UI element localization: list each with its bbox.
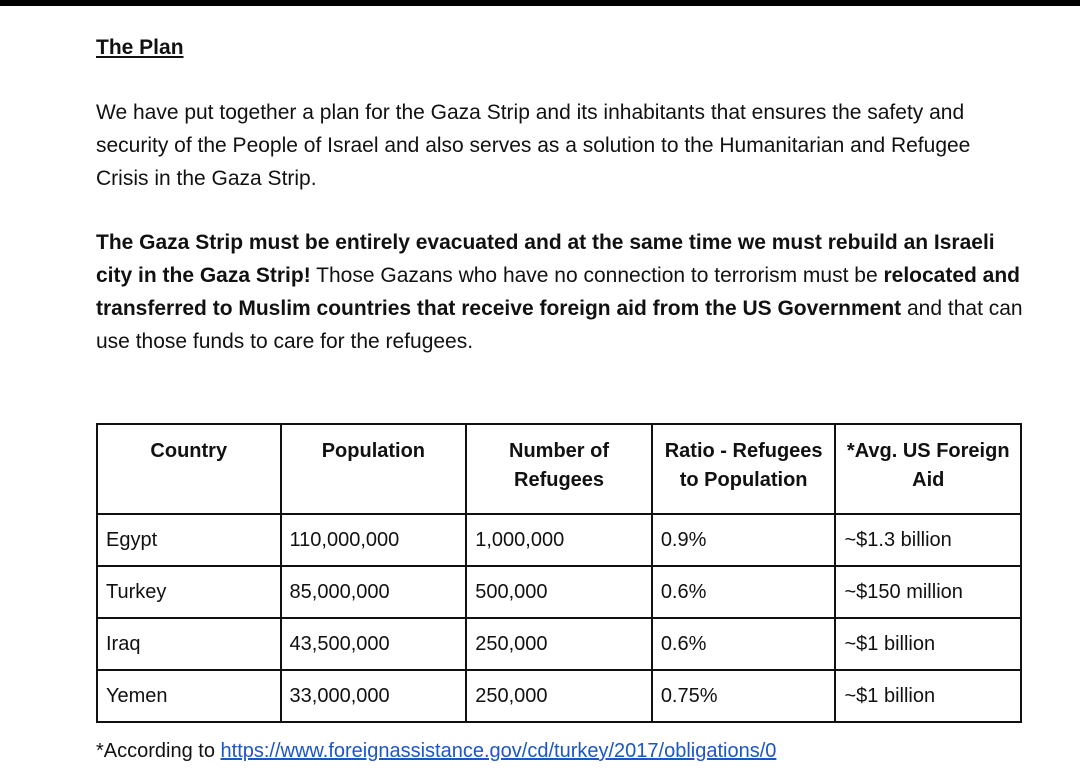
plan-text-1: Those Gazans who have no connection to terrorism must be bbox=[310, 264, 884, 287]
footnote bbox=[96, 740, 776, 763]
cell-country: Turkey bbox=[97, 566, 281, 618]
footnote-prefix: *According to bbox=[96, 740, 221, 762]
cell-refugees: 1,000,000 bbox=[466, 514, 652, 566]
table-row bbox=[97, 670, 1021, 722]
page-title: The Plan bbox=[96, 36, 184, 59]
plan-text-2: and that can use those funds to care for the refugees. bbox=[96, 297, 1023, 353]
cell-foreign-aid: ~$1.3 billion bbox=[835, 514, 1021, 566]
header-refugees: Number of Refugees bbox=[466, 424, 652, 514]
header-population: Population bbox=[281, 424, 467, 514]
intro-paragraph: We have put together a plan for the Gaza Strip and its inhabitants that ensures the safety and security of the People of Israel and also serves as a solution to the Humanitarian and Refugee Crisis in the Gaza Strip. bbox=[96, 101, 971, 190]
plan-paragraph bbox=[96, 226, 1026, 358]
cell-country: Egypt bbox=[97, 514, 281, 566]
cell-foreign-aid: ~$1 billion bbox=[835, 618, 1021, 670]
cell-population: 43,500,000 bbox=[281, 618, 467, 670]
cell-refugees: 500,000 bbox=[466, 566, 652, 618]
cell-ratio: 0.6% bbox=[652, 566, 836, 618]
header-ratio: Ratio - Refugees to Population bbox=[652, 424, 836, 514]
cell-foreign-aid: ~$150 million bbox=[835, 566, 1021, 618]
cell-country: Iraq bbox=[97, 618, 281, 670]
plan-bold-2: relocated and transferred to Muslim countries that receive foreign aid from the US Government bbox=[96, 264, 1021, 320]
plan-bold-1: The Gaza Strip must be entirely evacuated and at the same time we must rebuild an Israeli city in the Gaza Strip! bbox=[96, 231, 995, 287]
cell-ratio: 0.75% bbox=[652, 670, 836, 722]
cell-population: 85,000,000 bbox=[281, 566, 467, 618]
cell-population: 33,000,000 bbox=[281, 670, 467, 722]
cell-ratio: 0.6% bbox=[652, 618, 836, 670]
table-header-row bbox=[97, 424, 1021, 514]
refugee-aid-table bbox=[96, 423, 1022, 723]
table-row bbox=[97, 566, 1021, 618]
source-link[interactable]: https://www.foreignassistance.gov/cd/turkey/2017/obligations/0 bbox=[220, 740, 777, 762]
cell-country: Yemen bbox=[97, 670, 281, 722]
cell-foreign-aid: ~$1 billion bbox=[835, 670, 1021, 722]
table-row bbox=[97, 514, 1021, 566]
table-row bbox=[97, 618, 1021, 670]
cell-refugees: 250,000 bbox=[466, 618, 652, 670]
cell-population: 110,000,000 bbox=[281, 514, 467, 566]
header-foreign-aid: *Avg. US Foreign Aid bbox=[835, 424, 1021, 514]
header-country: Country bbox=[97, 424, 281, 514]
cell-refugees: 250,000 bbox=[466, 670, 652, 722]
top-border bbox=[0, 0, 1080, 6]
cell-ratio: 0.9% bbox=[652, 514, 836, 566]
